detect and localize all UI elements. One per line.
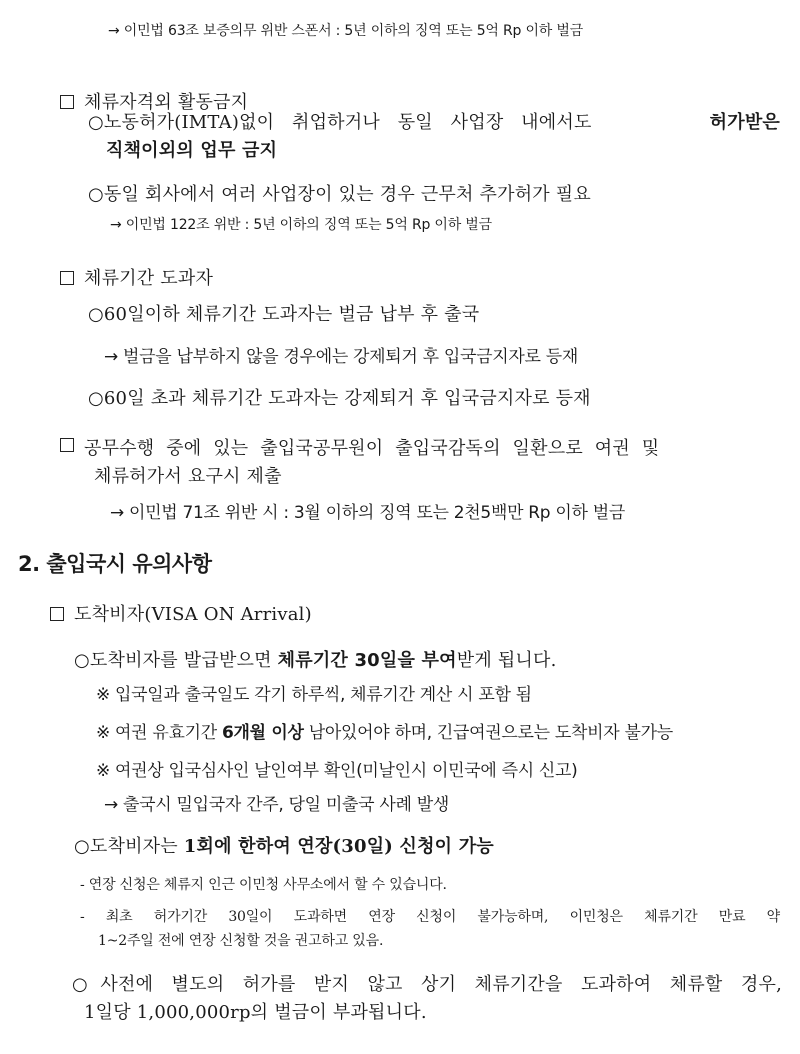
dash-extension-deadline-cont: 1~2주일 전에 연장 신청할 것을 권고하고 있음. (98, 933, 384, 949)
checkbox-icon (50, 607, 64, 621)
bullet-overstay-fine: ○사전에 별도의 허가를 받지 않고 상기 체류기간을 도과하여 체류할 경우, (72, 974, 782, 995)
subsection-heading-voa: 도착비자(VISA ON Arrival) (50, 600, 312, 626)
note-unpaid-fine: → 벌금을 납부하지 않을 경우에는 강제퇴거 후 입국금지자로 등재 (104, 347, 578, 367)
dash-extension-office: - 연장 신청은 체류지 인근 이민청 사무소에서 할 수 있습니다. (80, 877, 447, 893)
penalty-note-art71: → 이민법 71조 위반 시 : 3월 이하의 징역 또는 2천5백만 Rp 이하 벌금 (110, 503, 625, 523)
note-entry-exit-day: ※ 입국일과 출국일도 각기 하루씩, 체류기간 계산 시 포함 됨 (96, 685, 532, 705)
checkbox-icon (60, 271, 74, 285)
bullet-overstay-under-60: ○60일이하 체류기간 도과자는 벌금 납부 후 출국 (88, 304, 480, 325)
note-illegal-entry: → 출국시 밀입국자 간주, 당일 미출국 사례 발생 (104, 795, 449, 815)
checkbox-icon (60, 438, 74, 452)
section-heading-passport-request: 공무수행 중에 있는 출입국공무원이 출입국감독의 일환으로 여권 및 (60, 434, 780, 460)
penalty-note-art122: → 이민법 122조 위반 : 5년 이하의 징역 또는 5억 Rp 이하 벌금 (110, 217, 492, 233)
bullet-overstay-fine-cont: 1일당 1,000,000rp의 벌금이 부과됩니다. (84, 1002, 427, 1023)
bullet-work-permit: ○노동허가(IMTA)없이 취업하거나 동일 사업장 내에서도 허가받은 (88, 112, 780, 133)
bullet-overstay-over-60: ○60일 초과 체류기간 도과자는 강제퇴거 후 입국금지자로 등재 (88, 388, 591, 409)
section-title-entry-exit: 2. 출입국시 유의사항 (18, 552, 212, 576)
note-entry-stamp: ※ 여권상 입국심사인 날인여부 확인(미날인시 이민국에 즉시 신고) (96, 761, 578, 781)
bullet-voa-extension: ○도착비자는 1회에 한하여 연장(30일) 신청이 가능 (74, 836, 494, 857)
note-passport-validity: ※ 여권 유효기간 6개월 이상 남아있어야 하며, 긴급여권으로는 도착비자 불가능 (96, 723, 673, 743)
section-heading-passport-request-cont: 체류허가서 요구시 제출 (94, 466, 282, 487)
penalty-note-art63: → 이민법 63조 보증의무 위반 스폰서 : 5년 이하의 징역 또는 5억 Rp 이하 벌금 (108, 23, 584, 39)
section-heading-status-activity: 체류자격외 활동금지 (60, 88, 248, 114)
section-heading-overstay: 체류기간 도과자 (60, 264, 213, 290)
bullet-multiple-sites: ○동일 회사에서 여러 사업장이 있는 경우 근무처 추가허가 필요 (88, 184, 591, 205)
dash-extension-deadline: - 최초 허가기간 30일이 도과하면 연장 신청이 불가능하며, 이민청은 체류기간 만료 약 (80, 909, 780, 925)
bullet-voa-30-days: ○도착비자를 발급받으면 체류기간 30일을 부여받게 됩니다. (74, 650, 557, 671)
bullet-work-permit-cont: 직책이외의 업무 금지 (106, 140, 278, 161)
checkbox-icon (60, 95, 74, 109)
